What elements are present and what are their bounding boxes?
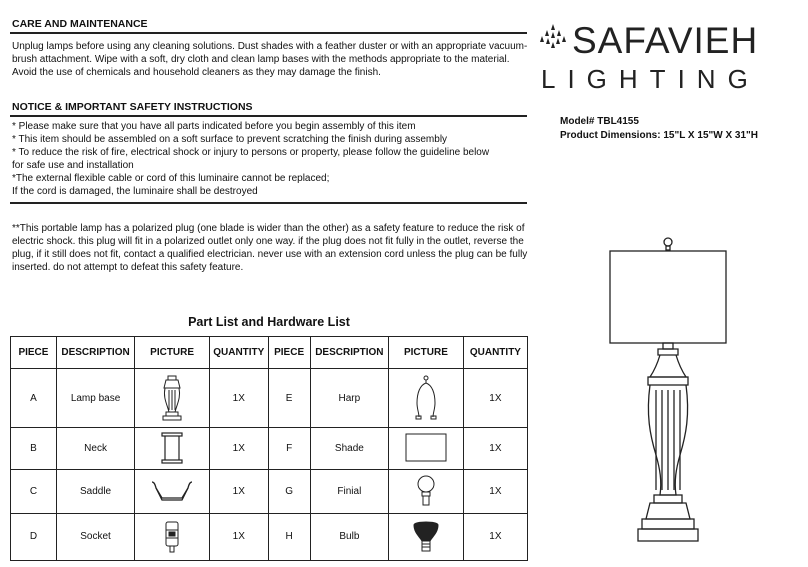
piece-cell: E — [268, 369, 310, 428]
lamp-illustration — [600, 230, 760, 560]
parts-title: Part List and Hardware List — [188, 315, 350, 329]
notice-line: for safe use and installation — [12, 160, 134, 171]
quantity-cell: 1X — [210, 513, 269, 560]
col-header: PIECE — [268, 337, 310, 369]
quantity-cell: 1X — [463, 469, 527, 513]
col-header: PICTURE — [135, 337, 210, 369]
description-cell: Finial — [310, 469, 388, 513]
col-header: DESCRIPTION — [56, 337, 134, 369]
piece-cell: C — [11, 469, 57, 513]
chandelier-icon — [538, 24, 568, 52]
notice-line: If the cord is damaged, the luminaire shall be destroyed — [12, 186, 258, 197]
description-cell: Saddle — [56, 469, 134, 513]
description-cell: Neck — [56, 428, 134, 470]
divider — [10, 202, 527, 204]
table-row — [11, 469, 528, 513]
table-header-row — [11, 337, 528, 369]
quantity-cell: 1X — [463, 369, 527, 428]
model-number: TBL4155 — [597, 116, 639, 127]
description-cell: Harp — [310, 369, 388, 428]
finial-icon — [416, 474, 436, 508]
table-row — [11, 369, 528, 428]
piece-cell: F — [268, 428, 310, 470]
socket-icon — [164, 520, 180, 554]
picture-cell — [389, 428, 464, 470]
brand-sub: LIGHTING — [541, 64, 760, 94]
table-row — [11, 513, 528, 560]
bulb-icon — [411, 519, 441, 555]
picture-cell — [389, 369, 464, 428]
col-header: PIECE — [11, 337, 57, 369]
piece-cell: B — [11, 428, 57, 470]
neck-icon — [159, 432, 185, 464]
quantity-cell: 1X — [463, 513, 527, 560]
saddle-icon — [150, 478, 194, 504]
piece-cell: H — [268, 513, 310, 560]
col-header: DESCRIPTION — [310, 337, 388, 369]
notice-heading: NOTICE & IMPORTANT SAFETY INSTRUCTIONS — [12, 101, 253, 113]
description-cell: Lamp base — [56, 369, 134, 428]
picture-cell — [135, 513, 210, 560]
notice-line: * Please make sure that you have all parts indicated before you begin assembly of this item — [12, 121, 416, 132]
shade-icon — [405, 432, 447, 464]
picture-cell — [389, 469, 464, 513]
model-label: Model# — [560, 116, 595, 127]
picture-cell — [135, 428, 210, 470]
dimensions-label: Product Dimensions: — [560, 130, 661, 141]
parts-table — [10, 336, 528, 561]
quantity-cell: 1X — [210, 369, 269, 428]
notice-line: * To reduce the risk of fire, electrical shock or injury to persons or property, please follow the guideline below — [12, 147, 490, 158]
description-cell: Shade — [310, 428, 388, 470]
divider — [10, 32, 527, 34]
picture-cell — [135, 469, 210, 513]
harp-icon — [411, 375, 441, 421]
col-header: QUANTITY — [463, 337, 527, 369]
brand-logo — [538, 22, 778, 92]
picture-cell — [135, 369, 210, 428]
quantity-cell: 1X — [210, 428, 269, 470]
piece-cell: D — [11, 513, 57, 560]
picture-cell — [389, 513, 464, 560]
description-cell: Bulb — [310, 513, 388, 560]
col-header: QUANTITY — [210, 337, 269, 369]
table-row — [11, 428, 528, 470]
quantity-cell: 1X — [210, 469, 269, 513]
piece-cell: G — [268, 469, 310, 513]
dimensions-line — [560, 130, 758, 141]
notice-line: *The external flexible cable or cord of this luminaire cannot be replaced; — [12, 173, 330, 184]
notice-line: * This item should be assembled on a soft surface to prevent scratching the finish during assembly — [12, 134, 448, 145]
description-cell: Socket — [56, 513, 134, 560]
quantity-cell: 1X — [463, 428, 527, 470]
care-heading: CARE AND MAINTENANCE — [12, 18, 148, 30]
piece-cell: A — [11, 369, 57, 428]
lamp-base-icon — [159, 375, 185, 421]
brand-name: SAFAVIEH — [572, 20, 759, 61]
model-line — [560, 116, 639, 127]
col-header: PICTURE — [389, 337, 464, 369]
care-text: Unplug lamps before using any cleaning solutions. Dust shades with a feather duster or with an appropriate vacuum-brush attachment. Wipe with a soft, dry cloth and clean lamp bases with the methods appropriate to the material. Avoid the use of chemicals and household cleaners as they may damage the finish. — [12, 41, 528, 78]
divider — [10, 115, 527, 117]
dimensions-value: 15"L X 15"W X 31"H — [663, 130, 758, 141]
plug-note: **This portable lamp has a polarized plug (one blade is wider than the other) as a safety feature to reduce the risk of electric shock. this plug will fit in a polarized outlet only one way. if the plug does not fit fully in the outlet, reverse the plug, if it still does not fit, contact a qualified electrician. never use with an extension cord unless the plug can be fully inserted. do not attempt to defeat this safety feature. — [12, 223, 528, 273]
notice-list — [12, 120, 537, 198]
